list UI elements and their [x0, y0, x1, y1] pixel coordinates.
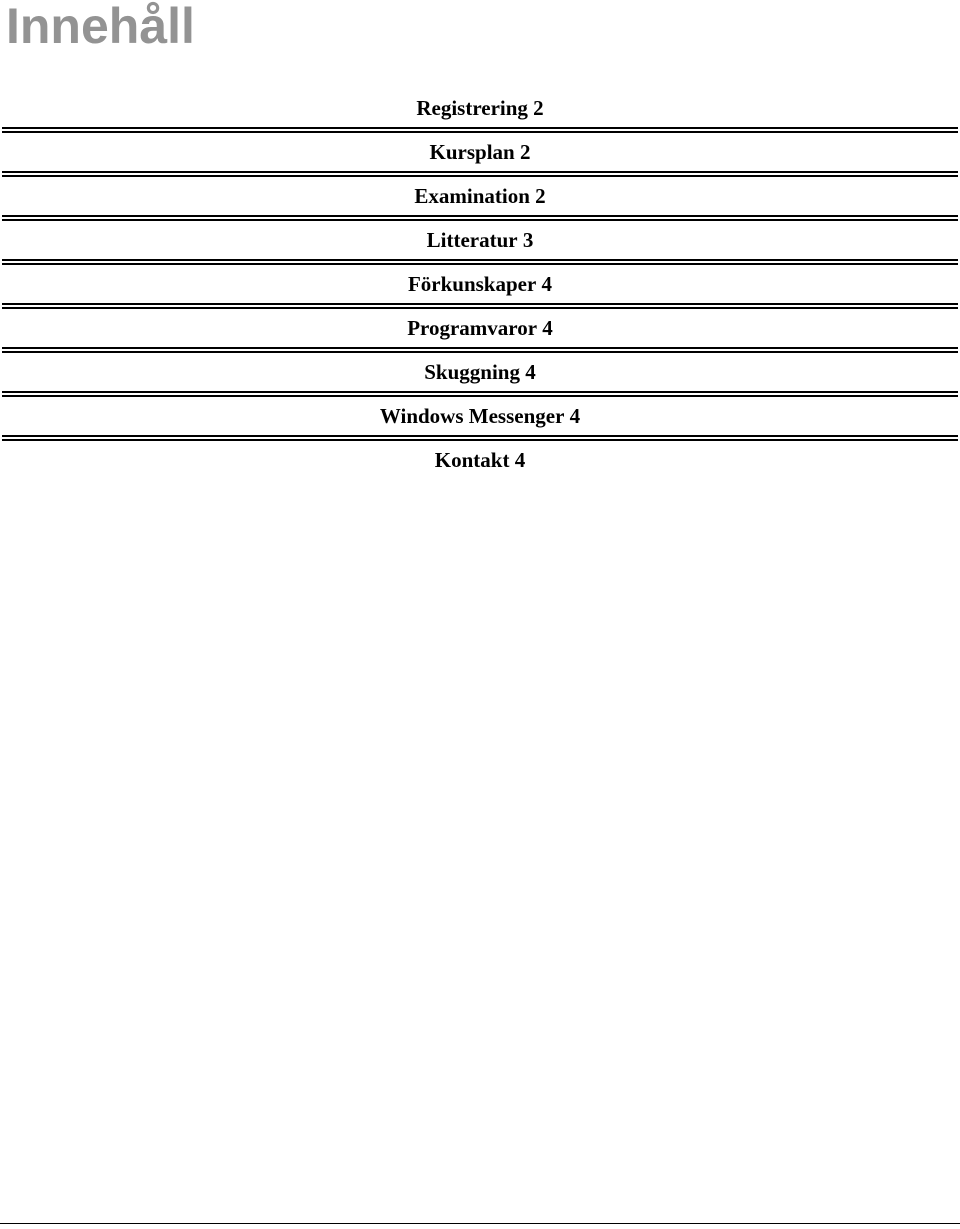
toc-item-page: 3	[522, 227, 534, 252]
toc-item-registrering[interactable]	[0, 89, 960, 127]
toc-item-kontakt[interactable]	[0, 441, 960, 479]
toc-item-windows-messenger[interactable]	[0, 397, 960, 435]
toc-item-skuggning[interactable]	[0, 353, 960, 391]
toc-item-page: 4	[514, 447, 526, 472]
toc-item-label: Förkunskaper	[407, 271, 537, 296]
toc-item-programvaror[interactable]	[0, 309, 960, 347]
table-of-contents	[0, 89, 960, 479]
toc-item-page: 2	[535, 183, 546, 208]
toc-item-page: 2	[519, 139, 531, 164]
toc-item-page: 4	[542, 315, 553, 340]
toc-item-page: 4	[541, 271, 553, 296]
toc-item-page: 4	[525, 359, 536, 384]
page-title: Innehåll	[6, 0, 195, 54]
toc-item-label: Programvaror	[407, 315, 538, 340]
toc-item-label: Examination	[414, 183, 530, 208]
toc-item-page: 4	[569, 403, 581, 428]
toc-item-litteratur[interactable]	[0, 221, 960, 259]
page-bottom-rule	[0, 1223, 960, 1224]
toc-item-label: Windows Messenger	[379, 403, 565, 428]
toc-item-page: 2	[533, 95, 544, 120]
toc-item-kursplan[interactable]	[0, 133, 960, 171]
toc-item-examination[interactable]	[0, 177, 960, 215]
toc-item-label: Skuggning	[424, 359, 520, 384]
toc-item-label: Registrering	[416, 95, 528, 120]
toc-item-label: Kontakt	[434, 447, 510, 472]
toc-item-label: Litteratur	[426, 227, 518, 252]
toc-item-forkunskaper[interactable]	[0, 265, 960, 303]
toc-item-label: Kursplan	[429, 139, 515, 164]
